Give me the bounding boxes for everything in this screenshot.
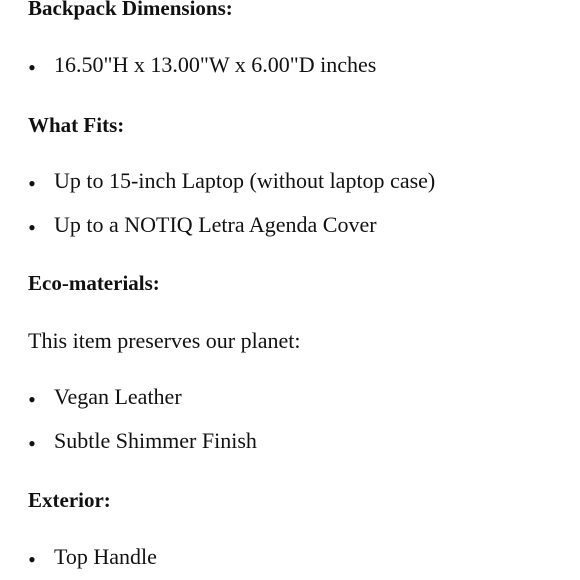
eco-materials-heading: Eco-materials: <box>28 271 160 295</box>
bullet-icon: • <box>28 387 36 412</box>
eco-material-text: Subtle Shimmer Finish <box>54 428 257 453</box>
bullet-icon: • <box>28 431 36 456</box>
exterior-heading: Exterior: <box>28 488 111 512</box>
eco-materials-intro: This item preserves our planet: <box>28 328 301 353</box>
bullet-icon: • <box>28 215 36 240</box>
bullet-icon: • <box>28 547 36 572</box>
exterior-item-text: Top Handle <box>54 544 157 569</box>
bullet-icon: • <box>28 55 36 80</box>
fit-item-text: Up to 15-inch Laptop (without laptop case) <box>54 168 436 193</box>
what-fits-heading: What Fits: <box>28 113 125 137</box>
dimensions-text: 16.50"H x 13.00"W x 6.00"D inches <box>54 52 377 77</box>
eco-material-text: Vegan Leather <box>54 384 182 409</box>
backpack-dimensions-heading: Backpack Dimensions: <box>28 0 233 20</box>
fit-item-text: Up to a NOTIQ Letra Agenda Cover <box>54 212 377 237</box>
bullet-icon: • <box>28 171 36 196</box>
